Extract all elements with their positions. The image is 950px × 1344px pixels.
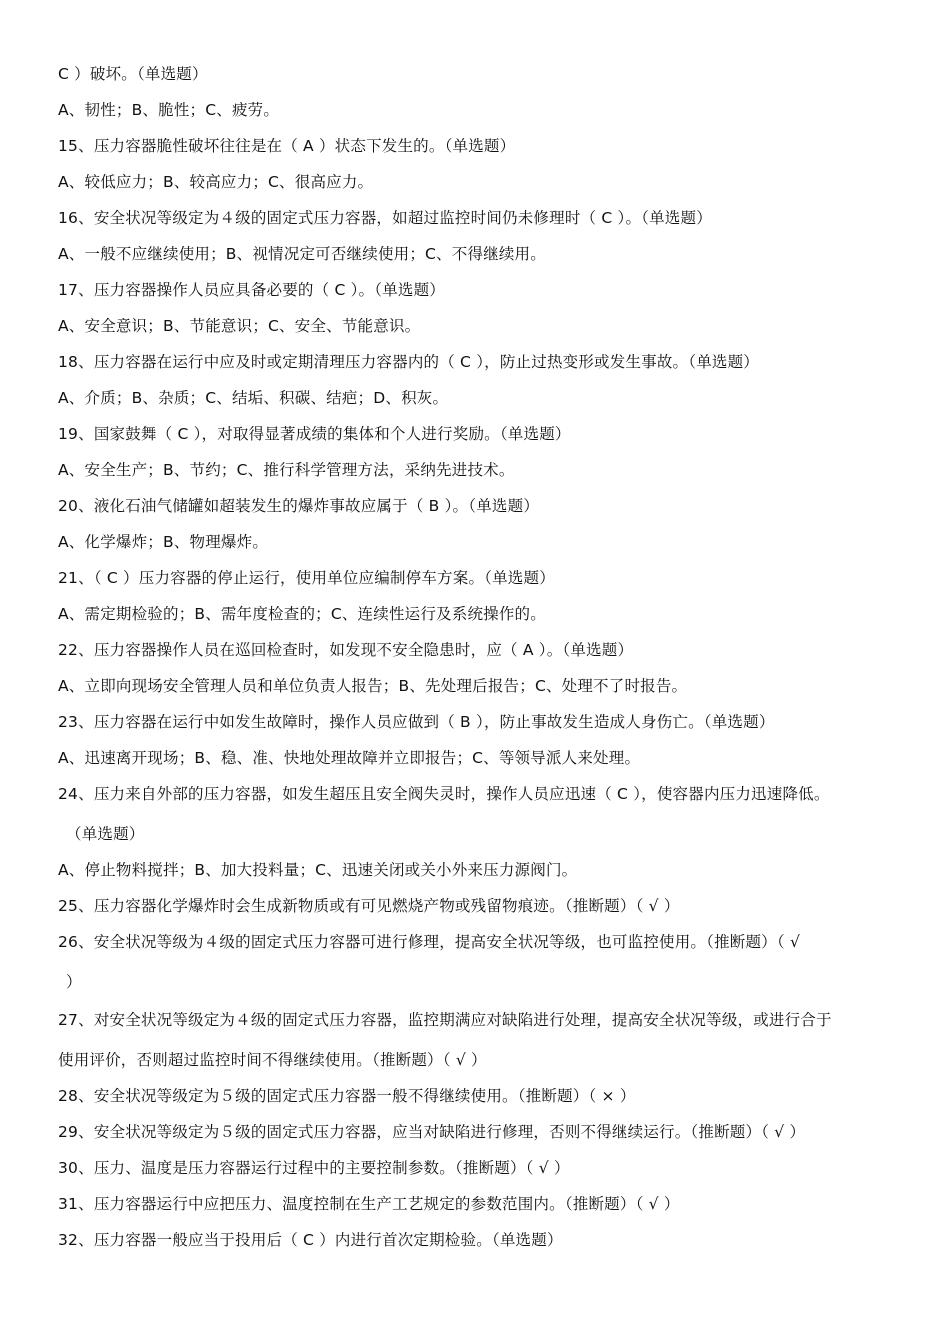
question-line: 17、压力容器操作人员应具备必要的（ C ）。（单选题）	[58, 281, 446, 299]
options-line: A、较低应力；B、较高应力；C、很高应力。	[58, 173, 374, 191]
options-line: A、立即向现场安全管理人员和单位负责人报告；B、先处理后报告；C、处理不了时报告。	[58, 677, 688, 695]
question-line: 18、压力容器在运行中应及时或定期清理压力容器内的（ C ），防止过热变形或发生事故。（单选题）	[58, 353, 760, 371]
question-line: 15、压力容器脆性破坏往往是在（ A ）状态下发生的。（单选题）	[58, 137, 516, 155]
question-line: 16、安全状况等级定为４级的固定式压力容器，如超过监控时间仍未修理时（ C ）。（单选题）	[58, 209, 712, 227]
question-line: 30、压力、温度是压力容器运行过程中的主要控制参数。（推断题）（ √ ）	[58, 1159, 570, 1177]
options-line: A、停止物料搅拌；B、加大投料量；C、迅速关闭或关小外来压力源阀门。	[58, 861, 578, 879]
question-line: 29、安全状况等级定为５级的固定式压力容器，应当对缺陷进行修理，否则不得继续运行。（推断题）（ √ ）	[58, 1123, 806, 1141]
question-continuation: （单选题）	[66, 825, 145, 843]
question-line: 23、压力容器在运行中如发生故障时，操作人员应做到（ B ），防止事故发生造成人身伤亡。（单选题）	[58, 713, 775, 731]
question-line: 24、压力来自外部的压力容器，如发生超压且安全阀失灵时，操作人员应迅速（ C ），使容器内压力迅速降低。	[58, 785, 830, 803]
options-line: A、安全生产；B、节约；C、推行科学管理方法，采纳先进技术。	[58, 461, 515, 479]
options-line: A、需定期检验的；B、需年度检查的；C、连续性运行及系统操作的。	[58, 605, 546, 623]
text-line: A、韧性；B、脆性；C、疲劳。	[58, 101, 280, 119]
question-continuation: ）	[66, 973, 82, 991]
question-line: 21、（ C ）压力容器的停止运行，使用单位应编制停车方案。（单选题）	[58, 569, 555, 587]
question-line: 25、压力容器化学爆炸时会生成新物质或有可见燃烧产物或残留物痕迹。（推断题）（ √ ）	[58, 897, 680, 915]
options-line: A、介质；B、杂质；C、结垢、积碳、结疤；D、积灰。	[58, 389, 449, 407]
options-line: A、化学爆炸；B、物理爆炸。	[58, 533, 269, 551]
options-line: A、安全意识；B、节能意识；C、安全、节能意识。	[58, 317, 421, 335]
text-line: C ）破坏。（单选题）	[58, 65, 208, 83]
question-line: 28、安全状况等级定为５级的固定式压力容器一般不得继续使用。（推断题）（ × ）	[58, 1087, 636, 1105]
question-line: 32、压力容器一般应当于投用后（ C ）内进行首次定期检验。（单选题）	[58, 1231, 563, 1249]
question-continuation: 使用评价，否则超过监控时间不得继续使用。（推断题）（ √ ）	[58, 1051, 487, 1069]
options-line: A、一般不应继续使用；B、视情况定可否继续使用；C、不得继续用。	[58, 245, 546, 263]
question-line: 19、国家鼓舞（ C ），对取得显著成绩的集体和个人进行奖励。（单选题）	[58, 425, 571, 443]
question-line: 26、安全状况等级为４级的固定式压力容器可进行修理，提高安全状况等级，也可监控使用。（推断题）（ √	[58, 933, 801, 951]
question-line: 22、压力容器操作人员在巡回检查时，如发现不安全隐患时，应（ A ）。（单选题）	[58, 641, 634, 659]
question-line: 20、液化石油气储罐如超装发生的爆炸事故应属于（ B ）。（单选题）	[58, 497, 540, 515]
question-line: 31、压力容器运行中应把压力、温度控制在生产工艺规定的参数范围内。（推断题）（ √ ）	[58, 1195, 680, 1213]
question-line: 27、对安全状况等级定为４级的固定式压力容器，监控期满应对缺陷进行处理，提高安全状况等级，或进行合于	[58, 1011, 832, 1029]
options-line: A、迅速离开现场；B、稳、准、快地处理故障并立即报告；C、等领导派人来处理。	[58, 749, 641, 767]
